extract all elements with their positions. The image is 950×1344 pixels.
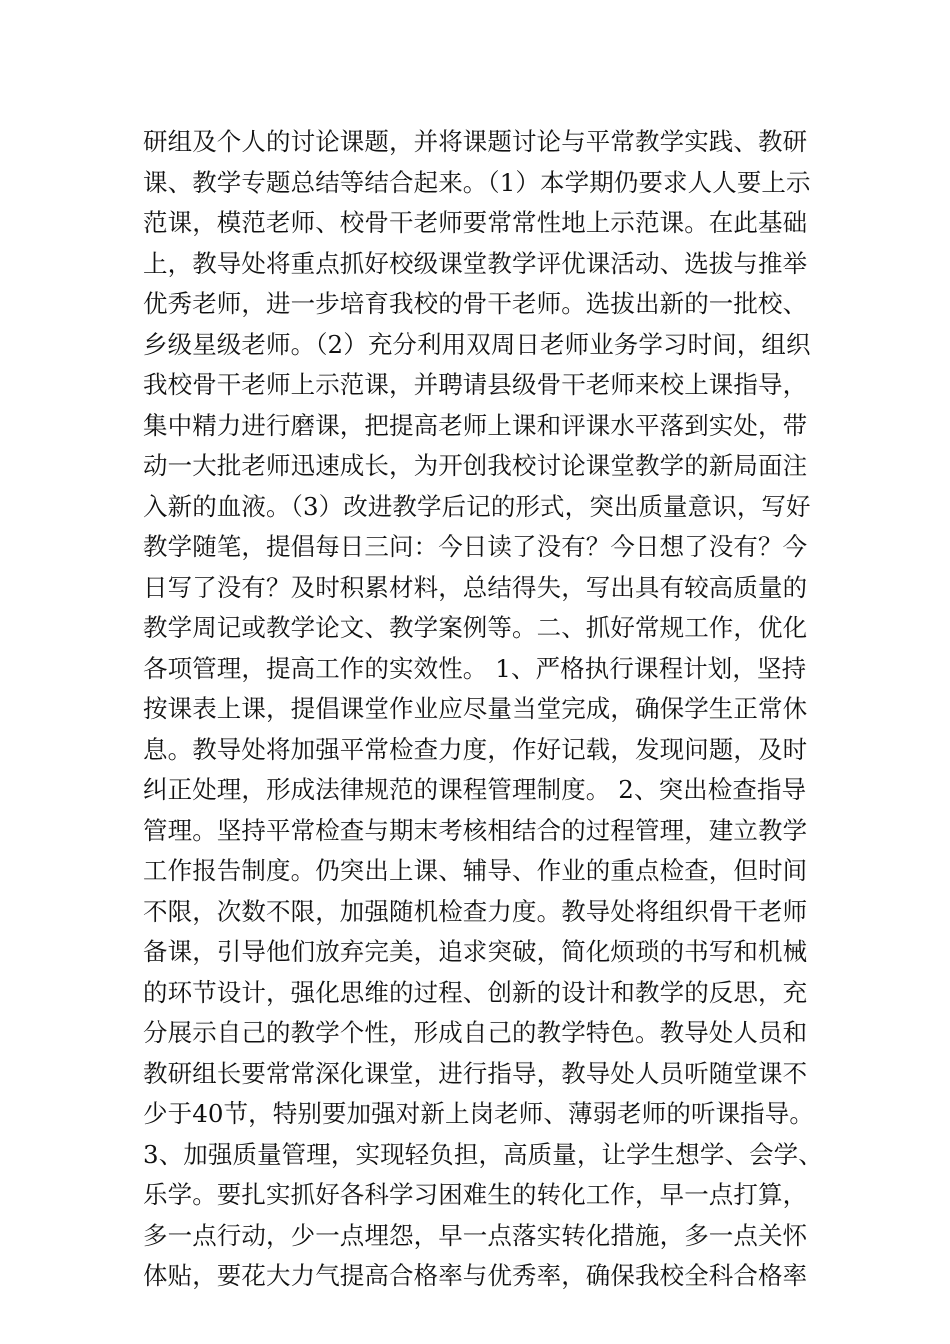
text-line: 入新的血液。（3）改进教学后记的形式，突出质量意识，写好 [143, 491, 811, 521]
text-line: 乡级星级老师。（2）充分利用双周日老师业务学习时间，组织 [143, 329, 811, 359]
text-line: 按课表上课，提倡课堂作业应尽量当堂完成，确保学生正常休 [143, 694, 808, 723]
text-line: 教研组长要常常深化课堂，进行指导，教导处人员听随堂课不 [143, 1058, 808, 1088]
text-line: 范课，模范老师、校骨干老师要常常性地上示范课。在此基础 [143, 208, 808, 237]
text-line: 教学周记或教学论文、教学案例等。二、抓好常规工作，优化 [143, 613, 808, 642]
text-line: 分展示自己的教学个性，形成自己的教学特色。教导处人员和 [143, 1018, 808, 1047]
text-line: 管理。坚持平常检查与期末考核相结合的过程管理，建立教学 [143, 815, 808, 845]
text-line: 工作报告制度。仍突出上课、辅导、作业的重点检查，但时间 [143, 856, 808, 885]
text-line: 少于40节，特别要加强对新上岗老师、薄弱老师的听课指导。 [143, 1099, 814, 1128]
text-line: 多一点行动，少一点埋怨，早一点落实转化措施，多一点关怀 [143, 1220, 808, 1250]
text-line: 各项管理，提高工作的实效性。 1、严格执行课程计划，坚持 [143, 653, 807, 683]
text-line: 体贴，要花大力气提高合格率与优秀率，确保我校全科合格率 [143, 1261, 808, 1290]
text-line: 上，教导处将重点抓好校级课堂教学评优课活动、选拔与推举 [143, 248, 808, 278]
text-line: 纠正处理，形成法律规范的课程管理制度。 2、突出检查指导 [143, 775, 807, 804]
text-line: 优秀老师，进一步培育我校的骨干老师。选拔出新的一批校、 [143, 289, 808, 318]
text-line: 3、加强质量管理，实现轻负担，高质量，让学生想学、会学、 [143, 1139, 823, 1169]
text-line: 教学随笔，提倡每日三问：今日读了没有？今日想了没有？今 [143, 532, 808, 561]
text-line: 日写了没有？及时积累材料，总结得失，写出具有较高质量的 [143, 572, 808, 602]
body-text [143, 122, 823, 1297]
text-line: 研组及个人的讨论课题，并将课题讨论与平常教学实践、教研 [143, 127, 808, 156]
text-line: 我校骨干老师上示范课，并聘请县级骨干老师来校上课指导， [143, 370, 808, 399]
text-line: 课、教学专题总结等结合起来。（1）本学期仍要求人人要上示 [143, 167, 811, 197]
text-line: 不限，次数不限，加强随机检查力度。教导处将组织骨干老师 [143, 896, 808, 926]
text-line: 的环节设计，强化思维的过程、创新的设计和教学的反思，充 [143, 977, 808, 1007]
text-line: 集中精力进行磨课，把提高老师上课和评课水平落到实处，带 [143, 410, 808, 440]
text-line: 备课，引导他们放弃完美，追求突破，简化烦琐的书写和机械 [143, 937, 808, 966]
text-line: 息。教导处将加强平常检查力度，作好记载，发现问题，及时 [143, 734, 808, 764]
text-line: 动一大批老师迅速成长，为开创我校讨论课堂教学的新局面注 [143, 451, 808, 480]
text-line: 乐学。要扎实抓好各科学习困难生的转化工作，早一点打算， [143, 1180, 808, 1209]
